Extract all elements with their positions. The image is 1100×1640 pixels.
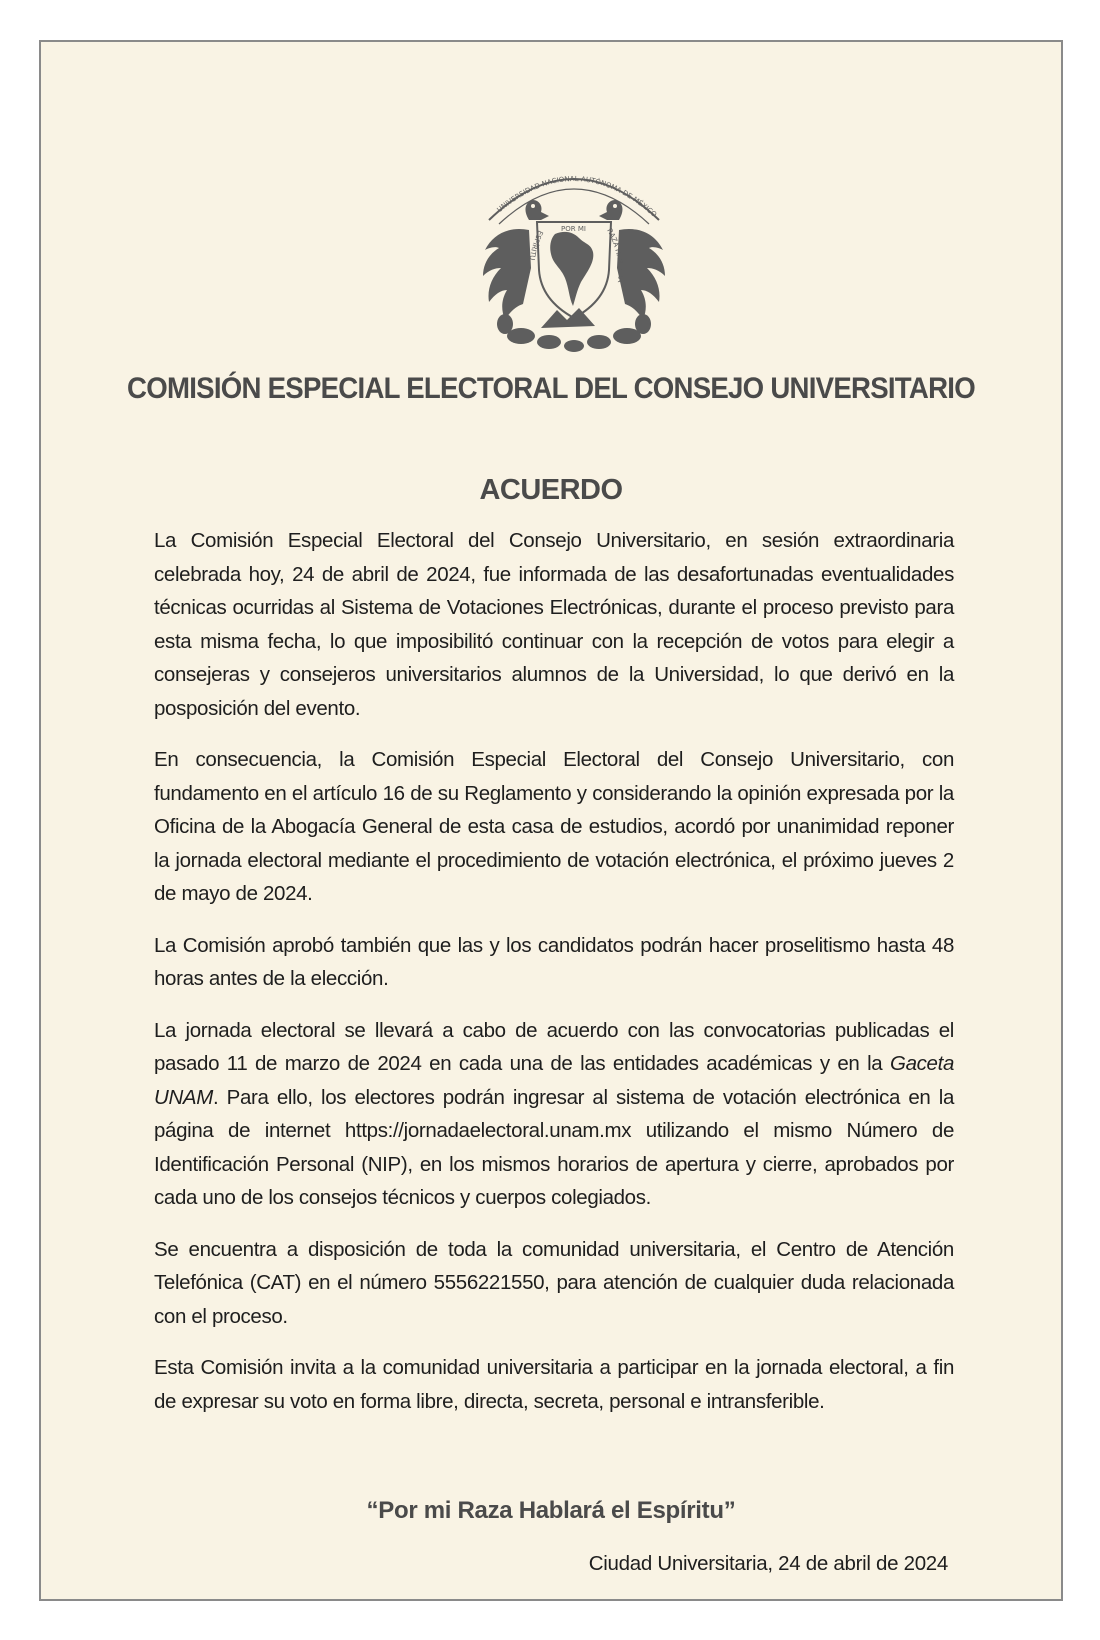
paragraph-2: En consecuencia, la Comisión Especial Electoral del Consejo Universitario, con fundamento en el artículo 16 de su Reglamento y considerando la opinión expresada por la Oficina de la Abogacía General de esta casa de estudios, acordó por unanimidad reponer la jornada electoral mediante el procedimiento de votación electrónica, el próximo jueves 2 de mayo de 2024. (154, 748, 954, 905)
shield-map-icon (528, 222, 626, 318)
document-page (39, 40, 1063, 1601)
volcano-nopal-icon (497, 308, 651, 352)
paragraph-4 (154, 1014, 954, 1215)
paragraph-4-part-b: . Para ello, los electores podrán ingresar al sistema de votación electrónica en la página de internet https://jornadaelectoral.unam.mx utilizando el mismo Número de Identificación Personal (NIP), en los mismos horarios de apertura y cierre, aprobados por cada uno de los consejos técnicos y cuerpos colegiados. (154, 1085, 954, 1209)
paragraph-4-part-a: La jornada electoral se llevará a cabo de acuerdo con las convocatorias publicadas el pasado 11 de marzo de 2024 en cada una de las entidades académicas y en la (154, 1018, 954, 1075)
paragraph-1: La Comisión Especial Electoral del Consejo Universitario, en sesión extraordinaria celebrada hoy, 24 de abril de 2024, fue informada de las desafortunadas eventualidades técnicas ocurridas al Sistema de Votaciones Electrónicas, durante el proceso previsto para esta misma fecha, lo que imposibilitó continuar con la recepción de votos para elegir a consejeras y consejeros universitarios alumnos de la Universidad, lo que derivó en la posposición del evento. (154, 529, 954, 720)
document-body (154, 524, 954, 1436)
seal-inner-left: ESPÍRITU (527, 229, 545, 261)
university-motto: “Por mi Raza Hablará el Espíritu” (366, 1497, 736, 1524)
unam-seal-logo (469, 160, 679, 356)
seal-inner-top: POR MI (561, 225, 586, 233)
seal-inner-right: RAZA HABLARÁ (605, 227, 625, 283)
place-and-date: Ciudad Universitaria, 24 de abril de 2024 (588, 1552, 948, 1575)
seal-arc-text: UNIVERSIDAD NACIONAL AUTÓNOMA DE MÉXICO (495, 174, 659, 219)
svg-text:ESPÍRITU (528, 229, 545, 261)
gaceta-unam-italic: Gaceta UNAM (154, 1052, 954, 1109)
paragraph-6: Esta Comisión invita a la comunidad universitaria a participar en la jornada electoral, a fin de expresar su voto en forma libre, directa, secreta, personal e intransferible. (154, 1356, 954, 1413)
page-title: COMISIÓN ESPECIAL ELECTORAL DEL CONSEJO UNIVERSITARIO (127, 372, 975, 405)
paragraph-5: Se encuentra a disposición de toda la comunidad universitaria, el Centro de Atención Telefónica (CAT) en el número 5556221550, para atención de cualquier duda relacionada con el proceso. (154, 1237, 954, 1328)
svg-text:UNIVERSIDAD NACIONAL AUTÓNOMA (496, 175, 659, 219)
paragraph-3: La Comisión aprobó también que las y los candidatos podrán hacer proselitismo hasta 48 horas antes de la elección. (154, 933, 954, 990)
page-subtitle: ACUERDO (479, 474, 623, 506)
